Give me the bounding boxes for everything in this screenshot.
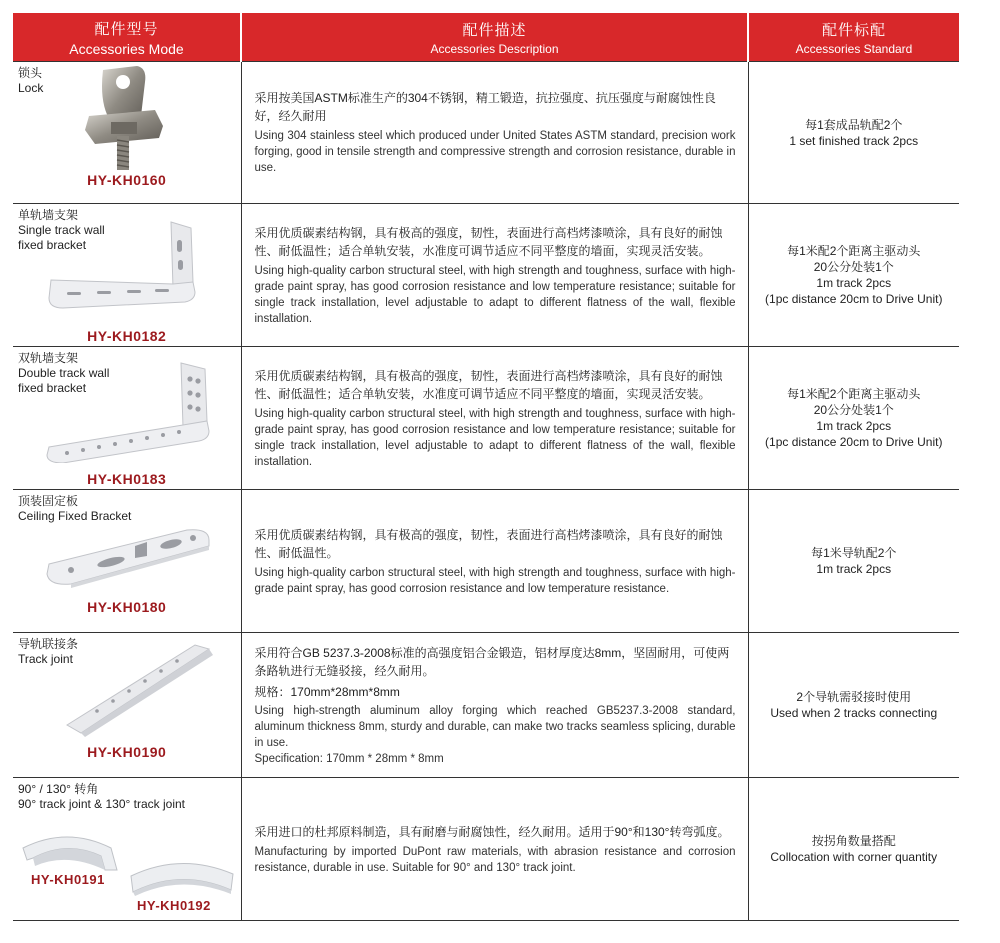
product-code: HY-KH0160	[87, 172, 167, 188]
standard-cell	[748, 778, 959, 921]
product-name-zh: 顶装固定板	[18, 494, 79, 508]
accessories-table	[13, 13, 959, 921]
single-bracket-image	[45, 218, 211, 318]
product-name	[18, 66, 43, 96]
standard-en: Used when 2 tracks connecting	[770, 706, 938, 720]
description-zh: 采用优质碳素结构钢，具有极高的强度，韧性，表面进行高档烤漆喷涂，具有良好的耐蚀性、耐低温性。	[254, 527, 723, 560]
product-name-zh: 锁头	[18, 66, 43, 80]
standard-cell	[748, 204, 959, 347]
description-en: Using high-quality carbon structural steel, with high strength and toughness, surface with high-grade paint spray, has good corrosion resistance and low temperature resistance.	[254, 566, 736, 595]
lock-image	[75, 64, 175, 172]
product-name-en: Track joint	[18, 652, 73, 666]
standard-zh: 按拐角数量搭配	[811, 834, 896, 848]
accessories-sheet	[13, 13, 959, 921]
header-model	[13, 13, 241, 62]
product-name-en: Ceiling Fixed Bracket	[18, 509, 132, 523]
table-row	[13, 490, 959, 633]
description-zh: 采用优质碳素结构钢，具有极高的强度，韧性，表面进行高档烤漆喷涂，具有良好的耐蚀性、耐低温性；适合单轨安装，水准度可调节适应不同平整度的墙面，实现灵活安装。	[254, 225, 723, 258]
table-row	[13, 62, 959, 204]
description-cell	[241, 204, 748, 347]
product-code-90: HY-KH0191	[31, 872, 105, 887]
header-standard-en: Accessories Standard	[795, 41, 913, 56]
model-cell	[13, 778, 241, 921]
product-code-130: HY-KH0192	[137, 898, 211, 913]
model-cell	[13, 633, 241, 778]
product-name-zh: 90° / 130° 转角	[18, 782, 99, 796]
product-name-en: 90° track joint & 130° track joint	[18, 797, 186, 811]
standard-zh: 每1米导轨配2个	[811, 546, 897, 560]
standard-en: 1m track 2pcs	[816, 562, 892, 576]
ceiling-bracket-image	[43, 524, 215, 588]
header-model-en: Accessories Mode	[69, 40, 184, 57]
product-name	[18, 782, 185, 812]
product-code: HY-KH0190	[87, 744, 167, 760]
product-name-zh: 导轨联接条	[18, 637, 79, 651]
table-header	[13, 13, 959, 62]
description-cell	[241, 633, 748, 778]
standard-en: 1 set finished track 2pcs	[789, 133, 919, 148]
standard-cell	[748, 347, 959, 490]
standard-en-line1: 1m track 2pcs	[816, 419, 892, 433]
standard-en-line2: (1pc distance 20cm to Drive Unit)	[765, 435, 943, 449]
product-code: HY-KH0180	[87, 599, 167, 615]
product-name-en-line2: fixed bracket	[18, 238, 87, 252]
description-cell	[241, 347, 748, 490]
model-cell	[13, 490, 241, 633]
standard-zh: 每1套成品轨配2个	[805, 117, 903, 132]
description-zh: 采用进口的杜邦原料制造，具有耐磨与耐腐蚀性，经久耐用。适用于90°和130°转弯弧度。	[254, 824, 730, 839]
standard-cell	[748, 62, 959, 204]
description-en: Manufacturing by imported DuPont raw materials, with abrasion resistance and corrosion resistance, durable in use. Suitable for 90° and 130° track joint.	[254, 845, 736, 874]
product-name-en: Lock	[18, 81, 44, 95]
track-joint-image	[63, 641, 219, 739]
product-name-en-line2: fixed bracket	[18, 381, 87, 395]
table-row	[13, 633, 959, 778]
header-description-zh: 配件描述	[462, 21, 527, 39]
table-row	[13, 204, 959, 347]
corner-90-image	[19, 822, 121, 874]
model-cell	[13, 204, 241, 347]
standard-zh-line1: 每1米配2个距离主驱动头	[787, 244, 921, 258]
product-code: HY-KH0183	[87, 471, 167, 487]
description-zh: 采用符合GB 5237.3-2008标准的高强度铝合金锻造，铝材厚度达8mm，坚固耐用，可使两条路轨进行无缝驳接，经久耐用。	[254, 645, 730, 678]
description-en: Using 304 stainless steel which produced under United States ASTM standard, precision work forging, good in tensile strength and compressive strength and corrosion resistance, durable in use.	[254, 130, 736, 174]
standard-en-line1: 1m track 2pcs	[816, 276, 892, 290]
product-name-zh: 双轨墙支架	[18, 351, 79, 365]
standard-cell	[748, 633, 959, 778]
header-description	[241, 13, 748, 62]
description-zh: 采用优质碳素结构钢，具有极高的强度，韧性，表面进行高档烤漆喷涂，具有良好的耐蚀性、耐低温性；适合单轨安装，水准度可调节适应不同平整度的墙面，实现灵活安装。	[254, 368, 723, 401]
standard-cell	[748, 490, 959, 633]
description-cell	[241, 62, 748, 204]
product-name-en-line1: Double track wall	[18, 366, 110, 380]
double-bracket-image	[43, 359, 219, 463]
corner-130-image	[127, 854, 237, 896]
header-description-en: Accessories Description	[430, 41, 559, 56]
header-standard-zh: 配件标配	[821, 21, 886, 39]
product-name	[18, 494, 131, 524]
standard-zh-line2: 20公分处装1个	[813, 260, 894, 274]
product-name-en-line1: Single track wall	[18, 223, 105, 237]
description-cell	[241, 778, 748, 921]
standard-en-line2: (1pc distance 20cm to Drive Unit)	[765, 292, 943, 306]
description-en: Using high-strength aluminum alloy forging which reached GB5237.3-2008 standard, aluminum thickness 8mm, sturdy and durable, can make two tracks seamless splicing, durable in use.	[254, 704, 736, 749]
standard-zh-line2: 20公分处装1个	[813, 403, 894, 417]
table-row	[13, 778, 959, 921]
specification-zh: 规格：170mm*28mm*8mm	[254, 684, 400, 699]
table-row	[13, 347, 959, 490]
description-en: Using high-quality carbon structural steel, with high strength and toughness, surface with high-grade paint spray, has good corrosion resistance and low temperature resistance; suitable for single track installation, level adjustable to adapt to different flatness of the wall, flexible installation.	[254, 264, 736, 325]
standard-zh-line1: 每1米配2个距离主驱动头	[787, 387, 921, 401]
model-cell	[13, 347, 241, 490]
description-cell	[241, 490, 748, 633]
product-code: HY-KH0182	[87, 328, 167, 344]
model-cell	[13, 62, 241, 204]
standard-en: Collocation with corner quantity	[770, 850, 938, 864]
specification-en: Specification: 170mm * 28mm * 8mm	[254, 752, 444, 765]
product-name-zh: 单轨墙支架	[18, 208, 79, 222]
description-zh: 采用按美国ASTM标准生产的304不锈钢，精工锻造，抗拉强度、抗压强度与耐腐蚀性良好，经久耐用	[254, 91, 716, 123]
header-standard	[748, 13, 959, 62]
description-en: Using high-quality carbon structural steel, with high strength and toughness, surface with high-grade paint spray, has good corrosion resistance and low temperature resistance; suitable for single track installation, level adjustable to adapt to different flatness of the wall, flexible installation.	[254, 407, 736, 468]
standard-zh: 2个导轨需驳接时使用	[796, 690, 912, 704]
header-model-zh: 配件型号	[94, 20, 159, 38]
